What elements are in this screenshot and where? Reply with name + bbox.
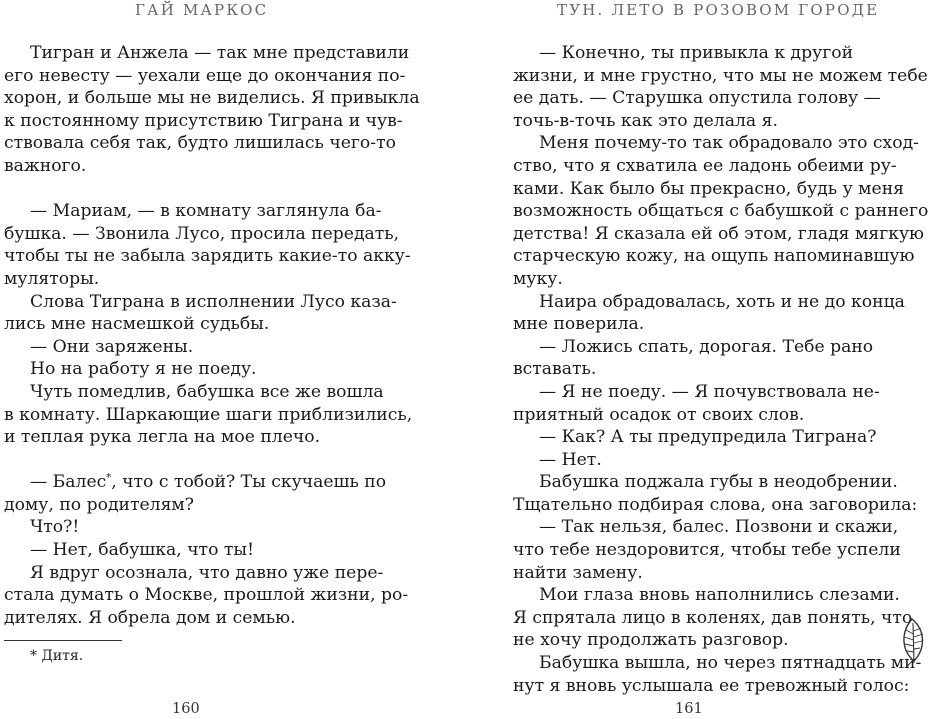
text-line: — Нет, бабушка, что ты!: [30, 540, 254, 561]
paragraph: [513, 426, 879, 449]
text-line: ство, что я схватила ее ладонь обеими ру-: [513, 155, 897, 176]
footnote: * Дитя.: [30, 648, 84, 664]
text-line: важного.: [4, 155, 87, 176]
paragraph: [4, 358, 370, 381]
text-line: — Как? А ты предупредила Тиграна?: [539, 427, 877, 448]
paragraph: [513, 449, 879, 472]
left-body-text: [4, 42, 420, 629]
text-line: его невесту — уехали еще до окончания по-: [4, 65, 406, 86]
paragraph: [513, 381, 879, 426]
right-page: [465, 0, 929, 719]
text-line: Чуть помедлив, бабушка все же вошла: [30, 381, 384, 402]
text-line: старческую кожу, на ощупь напоминавшую: [513, 246, 915, 267]
paragraph: [4, 42, 420, 178]
text-line: ствовала себя так, будто лишилась чего-то: [4, 133, 396, 154]
text-line: дому, по родителям?: [4, 494, 195, 515]
text-line: муку.: [513, 268, 563, 289]
text-line: найти замену.: [513, 562, 643, 583]
text-line: Наира обрадовалась, хоть и не до конца: [539, 291, 905, 312]
text-line: дителях. Я обрела дом и семью.: [4, 607, 296, 628]
text-line: в комнату. Шаркающие шаги приблизились,: [4, 404, 413, 425]
scene-break: [4, 178, 370, 201]
text-line: к постоянному присутствию Тиграна и чув-: [4, 110, 403, 131]
text-line: что тебе нездоровится, чтобы тебе успели: [513, 540, 901, 561]
paragraph: [4, 539, 370, 562]
paragraph: [4, 516, 370, 539]
left-page-number: 160: [172, 701, 200, 717]
text-line: Я вдруг осознала, что давно уже пере-: [30, 562, 384, 583]
text-line: — Нет.: [539, 449, 602, 470]
text-line: — Так нельзя, балес. Позвони и скажи,: [539, 517, 899, 538]
right-body-text: [513, 42, 929, 697]
paragraph: [513, 584, 913, 652]
text-line: — Балес*, что с тобой? Ты скучаешь по: [30, 472, 387, 493]
text-line: жизни, и мне грустно, что мы не можем тебе: [513, 65, 928, 86]
text-line: Что?!: [30, 517, 80, 538]
text-line: не хочу продолжать разговор.: [513, 630, 789, 651]
paragraph: [4, 200, 411, 290]
text-line: — Я не поеду. — Я почувствовала не-: [539, 381, 880, 402]
text-line: детства! Я сказала ей об этом, гладя мягкую: [513, 223, 925, 244]
text-line: чтобы ты не забыла зарядить какие-то акку-: [4, 246, 411, 267]
paragraph: [4, 381, 413, 449]
paragraph: [4, 471, 387, 516]
text-line: точь-в-точь как это делала я.: [513, 110, 778, 131]
text-line: Но на работу я не поеду.: [30, 359, 257, 380]
paragraph: [513, 291, 905, 336]
text-line: и теплая рука легла на мое плечо.: [4, 427, 321, 448]
text-line: бушка. — Звонила Лусо, просила передать,: [4, 223, 400, 244]
text-line: вставать.: [513, 359, 597, 380]
paragraph: [513, 132, 929, 290]
paragraph: [4, 336, 370, 359]
text-line: стала думать о Москве, прошлой жизни, ро-: [4, 585, 409, 606]
text-line: лись мне насмешкой судьбы.: [4, 314, 270, 335]
right-running-head: ТУН. ЛЕТО В РОЗОВОМ ГОРОДЕ: [557, 1, 880, 19]
left-running-head: ГАЙ МАРКОС: [135, 1, 269, 19]
text-line: приятный осадок от своих слов.: [513, 404, 805, 425]
text-line: Я спрятала лицо в коленях, дав понять, что: [513, 607, 913, 628]
text-line: — Они заряжены.: [30, 336, 194, 357]
right-page-number: 161: [675, 701, 703, 717]
leaf-icon: [894, 617, 929, 665]
text-line: нут я вновь услышала ее тревожный голос:: [513, 675, 910, 696]
text-line: — Ложись спать, дорогая. Тебе рано: [539, 336, 874, 357]
paragraph: [4, 562, 409, 630]
text-line: Бабушка поджала губы в неодобрении.: [539, 472, 898, 493]
text-line: — Мариам, — в комнату заглянула ба-: [30, 201, 382, 222]
text-line: хорон, и больше мы не виделись. Я привыкла: [4, 88, 420, 109]
text-line: Тигран и Анжела — так мне представили: [30, 43, 410, 63]
text-line: возможность общаться с бабушкой с раннего: [513, 201, 929, 222]
text-line: Меня почему-то так обрадовало это сход-: [539, 133, 919, 154]
paragraph: [513, 516, 901, 584]
text-line: муляторы.: [4, 268, 100, 289]
paragraph: [4, 291, 397, 336]
text-line: ками. Как было бы прекрасно, будь у меня: [513, 178, 904, 199]
text-line: мне поверила.: [513, 314, 645, 335]
text-line: Мои глаза вновь наполнились слезами.: [539, 585, 900, 606]
paragraph: [513, 471, 918, 516]
footnote-rule: [4, 640, 122, 641]
text-line: Бабушка вышла, но через пятнадцать ми-: [539, 653, 922, 674]
paragraph: [513, 652, 922, 697]
text-line: Слова Тиграна в исполнении Лусо каза-: [30, 291, 397, 312]
text-line: Тщательно подбирая слова, она заговорила:: [513, 494, 918, 515]
footnote-marker: *: [106, 472, 112, 484]
text-line: — Конечно, ты привыкла к другой: [539, 43, 854, 63]
paragraph: [513, 336, 879, 381]
text-line: ее дать. — Старушка опустила голову —: [513, 88, 881, 109]
paragraph: [513, 42, 928, 132]
scene-break: [4, 449, 370, 472]
